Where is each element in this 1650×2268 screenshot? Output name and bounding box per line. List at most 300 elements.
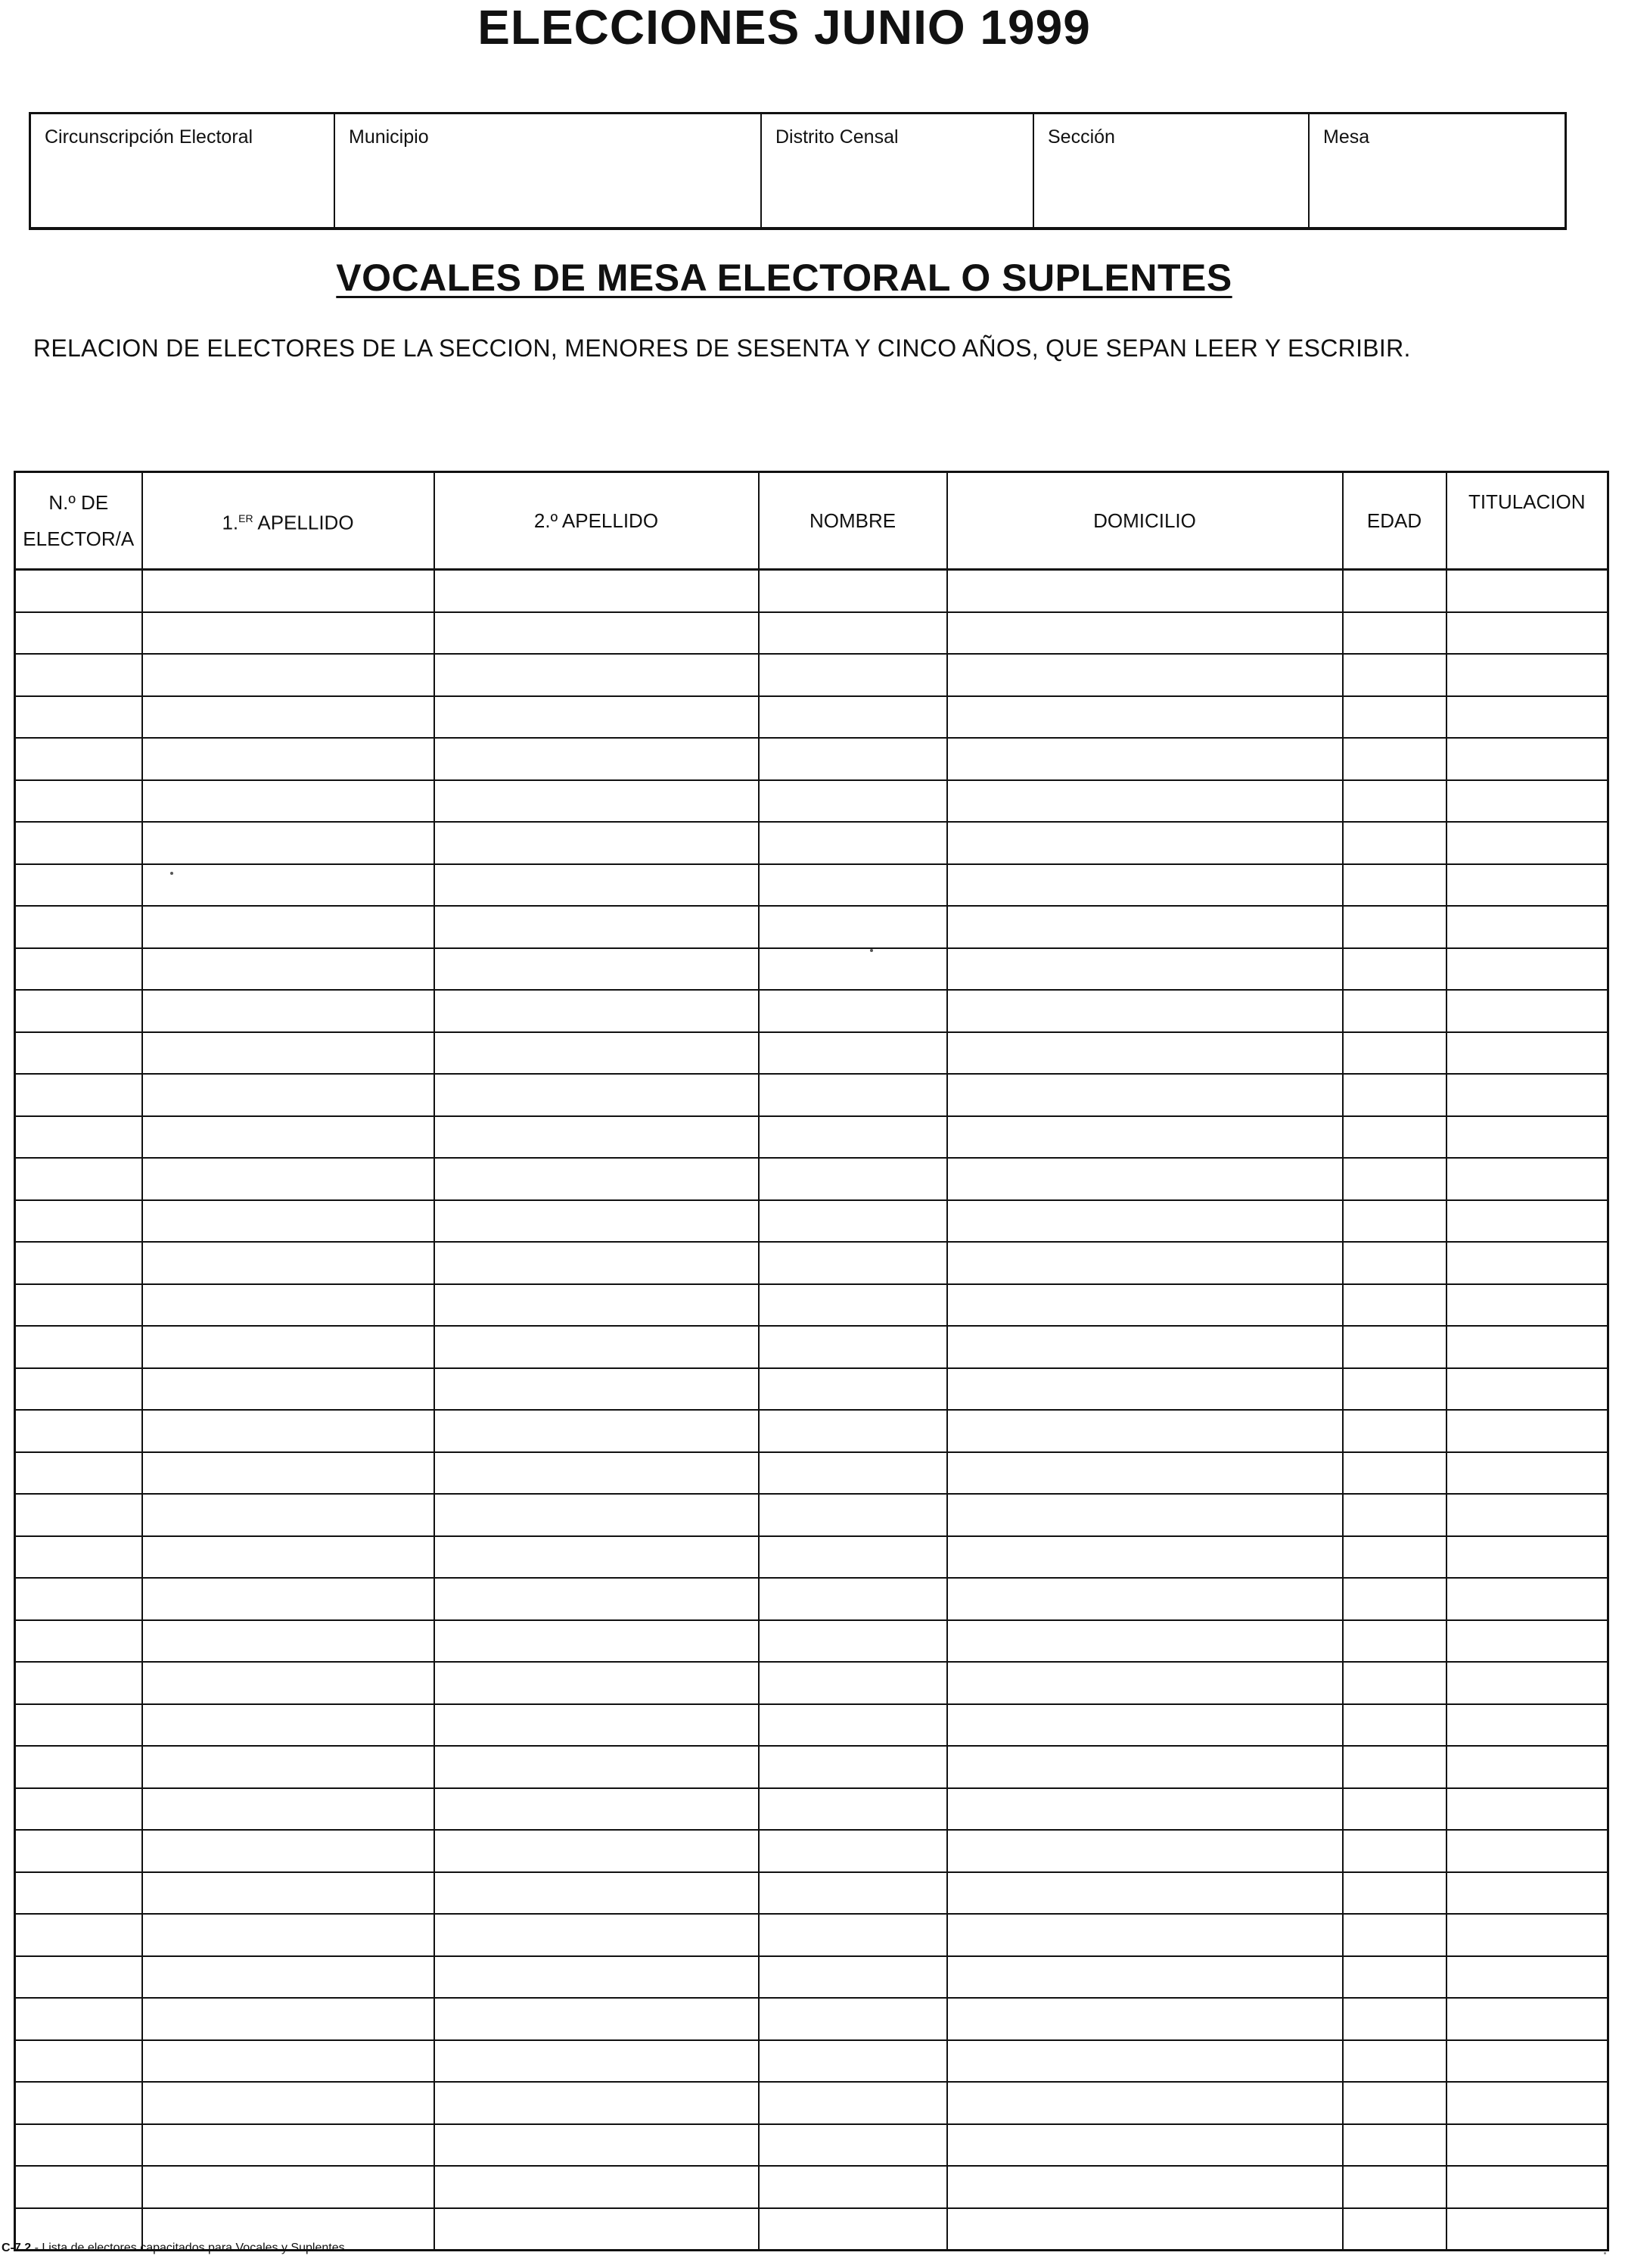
cell-domicilio <box>947 2166 1343 2208</box>
cell-numero <box>15 1830 142 1872</box>
cell-titulacion <box>1446 1158 1608 1200</box>
cell-domicilio <box>947 2208 1343 2251</box>
cell-numero <box>15 2040 142 2083</box>
cell-titulacion <box>1446 1410 1608 1452</box>
cell-domicilio <box>947 1326 1343 1368</box>
scan-speck <box>870 949 873 952</box>
cell-domicilio <box>947 1956 1343 1999</box>
table-row <box>15 1620 1608 1663</box>
cell-edad <box>1343 1746 1446 1788</box>
header-field-circunscripcion: Circunscripción Electoral <box>31 114 335 227</box>
cell-titulacion <box>1446 1284 1608 1327</box>
cell-numero <box>15 654 142 696</box>
cell-domicilio <box>947 2082 1343 2124</box>
cell-edad <box>1343 738 1446 780</box>
cell-nombre <box>759 1200 947 1243</box>
cell-nombre <box>759 1578 947 1620</box>
cell-nombre <box>759 990 947 1032</box>
cell-edad <box>1343 654 1446 696</box>
cell-titulacion <box>1446 1074 1608 1116</box>
cell-edad <box>1343 1578 1446 1620</box>
cell-edad <box>1343 864 1446 907</box>
column-header-nombre: NOMBRE <box>759 472 947 570</box>
cell-apellido1 <box>142 1368 434 1411</box>
cell-titulacion <box>1446 1494 1608 1536</box>
table-row <box>15 780 1608 823</box>
cell-apellido2 <box>434 822 759 864</box>
cell-apellido1 <box>142 1620 434 1663</box>
cell-numero <box>15 1284 142 1327</box>
cell-apellido1 <box>142 654 434 696</box>
cell-apellido2 <box>434 1410 759 1452</box>
table-row <box>15 1704 1608 1747</box>
cell-titulacion <box>1446 1326 1608 1368</box>
cell-apellido1 <box>142 1032 434 1075</box>
cell-numero <box>15 1032 142 1075</box>
cell-domicilio <box>947 1410 1343 1452</box>
cell-titulacion <box>1446 1116 1608 1159</box>
cell-nombre <box>759 1914 947 1956</box>
cell-nombre <box>759 612 947 655</box>
cell-titulacion <box>1446 1830 1608 1872</box>
cell-domicilio <box>947 1494 1343 1536</box>
cell-domicilio <box>947 696 1343 739</box>
table-row <box>15 1200 1608 1243</box>
column-header-primer-apellido <box>142 472 434 570</box>
cell-titulacion <box>1446 2166 1608 2208</box>
scan-speck <box>170 872 173 875</box>
cell-apellido2 <box>434 1872 759 1915</box>
table-row <box>15 2124 1608 2167</box>
cell-numero <box>15 738 142 780</box>
table-row <box>15 1452 1608 1495</box>
cell-nombre <box>759 1494 947 1536</box>
cell-numero <box>15 1998 142 2040</box>
cell-numero <box>15 1116 142 1159</box>
table-row <box>15 1914 1608 1956</box>
cell-nombre <box>759 1956 947 1999</box>
cell-domicilio <box>947 1704 1343 1747</box>
cell-domicilio <box>947 1746 1343 1788</box>
cell-edad <box>1343 1116 1446 1159</box>
table-row <box>15 654 1608 696</box>
column-header-edad: EDAD <box>1343 472 1446 570</box>
cell-domicilio <box>947 1074 1343 1116</box>
cell-nombre <box>759 1536 947 1579</box>
cell-titulacion <box>1446 906 1608 948</box>
cell-apellido1 <box>142 1284 434 1327</box>
cell-apellido2 <box>434 906 759 948</box>
cell-apellido2 <box>434 1284 759 1327</box>
cell-apellido2 <box>434 1116 759 1159</box>
cell-numero <box>15 990 142 1032</box>
cell-edad <box>1343 906 1446 948</box>
cell-titulacion <box>1446 1368 1608 1411</box>
cell-numero <box>15 1578 142 1620</box>
table-row <box>15 2082 1608 2124</box>
table-row <box>15 948 1608 991</box>
cell-apellido2 <box>434 1242 759 1284</box>
cell-domicilio <box>947 738 1343 780</box>
cell-domicilio <box>947 612 1343 655</box>
cell-apellido2 <box>434 1494 759 1536</box>
cell-apellido1 <box>142 1662 434 1704</box>
cell-apellido1 <box>142 1914 434 1956</box>
cell-apellido2 <box>434 612 759 655</box>
cell-edad <box>1343 1872 1446 1915</box>
cell-apellido1 <box>142 1452 434 1495</box>
cell-apellido1 <box>142 2166 434 2208</box>
cell-domicilio <box>947 780 1343 823</box>
cell-edad <box>1343 1368 1446 1411</box>
cell-domicilio <box>947 1116 1343 1159</box>
primer-apellido-superscript: ER <box>238 512 253 525</box>
cell-apellido1 <box>142 906 434 948</box>
cell-nombre <box>759 2166 947 2208</box>
cell-apellido2 <box>434 1536 759 1579</box>
cell-nombre <box>759 1998 947 2040</box>
cell-titulacion <box>1446 1200 1608 1243</box>
cell-numero <box>15 570 142 612</box>
cell-numero <box>15 2166 142 2208</box>
cell-nombre <box>759 864 947 907</box>
cell-edad <box>1343 948 1446 991</box>
cell-edad <box>1343 1158 1446 1200</box>
cell-nombre <box>759 1242 947 1284</box>
cell-edad <box>1343 1074 1446 1116</box>
table-row <box>15 1158 1608 1200</box>
cell-apellido2 <box>434 1620 759 1663</box>
cell-numero <box>15 1200 142 1243</box>
cell-nombre <box>759 2208 947 2251</box>
column-header-numero-elector <box>15 472 142 570</box>
cell-numero <box>15 612 142 655</box>
cell-domicilio <box>947 1872 1343 1915</box>
cell-apellido1 <box>142 2082 434 2124</box>
table-body <box>15 570 1608 2251</box>
cell-edad <box>1343 612 1446 655</box>
cell-titulacion <box>1446 2208 1608 2251</box>
cell-domicilio <box>947 1452 1343 1495</box>
cell-nombre <box>759 1368 947 1411</box>
cell-apellido1 <box>142 948 434 991</box>
cell-edad <box>1343 1536 1446 1579</box>
cell-apellido2 <box>434 738 759 780</box>
electoral-header-box <box>29 112 1567 230</box>
cell-numero <box>15 1788 142 1831</box>
cell-titulacion <box>1446 1704 1608 1747</box>
table-row <box>15 696 1608 739</box>
column-header-domicilio: DOMICILIO <box>947 472 1343 570</box>
cell-apellido1 <box>142 2040 434 2083</box>
table-row <box>15 1494 1608 1536</box>
cell-apellido2 <box>434 1956 759 1999</box>
cell-titulacion <box>1446 1536 1608 1579</box>
cell-domicilio <box>947 1620 1343 1663</box>
cell-apellido2 <box>434 696 759 739</box>
cell-apellido1 <box>142 738 434 780</box>
cell-domicilio <box>947 1200 1343 1243</box>
table-row <box>15 738 1608 780</box>
cell-numero <box>15 822 142 864</box>
cell-apellido1 <box>142 1326 434 1368</box>
cell-apellido1 <box>142 1830 434 1872</box>
cell-nombre <box>759 1410 947 1452</box>
cell-apellido2 <box>434 1830 759 1872</box>
cell-nombre <box>759 1662 947 1704</box>
cell-domicilio <box>947 1662 1343 1704</box>
cell-nombre <box>759 2040 947 2083</box>
cell-edad <box>1343 1410 1446 1452</box>
cell-edad <box>1343 696 1446 739</box>
cell-edad <box>1343 2208 1446 2251</box>
cell-titulacion <box>1446 1452 1608 1495</box>
cell-titulacion <box>1446 1578 1608 1620</box>
cell-edad <box>1343 1452 1446 1495</box>
table-row <box>15 1746 1608 1788</box>
cell-nombre <box>759 1746 947 1788</box>
cell-apellido2 <box>434 1662 759 1704</box>
cell-titulacion <box>1446 1788 1608 1831</box>
cell-edad <box>1343 1326 1446 1368</box>
header-field-mesa: Mesa <box>1323 126 1370 148</box>
cell-edad <box>1343 822 1446 864</box>
cell-nombre <box>759 822 947 864</box>
cell-titulacion <box>1446 2124 1608 2167</box>
cell-titulacion <box>1446 1620 1608 1663</box>
cell-edad <box>1343 1662 1446 1704</box>
table-row <box>15 1410 1608 1452</box>
cell-apellido1 <box>142 696 434 739</box>
cell-edad <box>1343 2040 1446 2083</box>
cell-titulacion <box>1446 1872 1608 1915</box>
cell-apellido1 <box>142 1956 434 1999</box>
footer-note <box>2 2242 345 2255</box>
cell-titulacion <box>1446 570 1608 612</box>
cell-domicilio <box>947 906 1343 948</box>
cell-apellido1 <box>142 612 434 655</box>
cell-apellido1 <box>142 822 434 864</box>
cell-nombre <box>759 1704 947 1747</box>
table-row <box>15 1242 1608 1284</box>
table-row <box>15 1956 1608 1999</box>
cell-titulacion <box>1446 1242 1608 1284</box>
cell-domicilio <box>947 1536 1343 1579</box>
footer-form-description: - Lista de electores capacitados para Vocales y Suplentes <box>31 2242 345 2254</box>
cell-numero <box>15 906 142 948</box>
scan-speck <box>1604 2252 1606 2254</box>
cell-domicilio <box>947 1284 1343 1327</box>
cell-nombre <box>759 654 947 696</box>
cell-nombre <box>759 948 947 991</box>
cell-edad <box>1343 1830 1446 1872</box>
cell-edad <box>1343 2124 1446 2167</box>
cell-domicilio <box>947 1914 1343 1956</box>
header-field-distrito-censal: Distrito Censal <box>762 114 1034 227</box>
table-row <box>15 1326 1608 1368</box>
cell-apellido2 <box>434 1788 759 1831</box>
cell-titulacion <box>1446 1914 1608 1956</box>
table-row <box>15 906 1608 948</box>
cell-edad <box>1343 990 1446 1032</box>
table-row <box>15 864 1608 907</box>
cell-apellido2 <box>434 1326 759 1368</box>
instruction-text: RELACION DE ELECTORES DE LA SECCION, MENORES DE SESENTA Y CINCO AÑOS, QUE SEPAN LEER Y ESCRIBIR. <box>33 334 1411 362</box>
cell-apellido2 <box>434 2124 759 2167</box>
cell-edad <box>1343 1620 1446 1663</box>
table-header-row <box>15 472 1608 570</box>
cell-apellido2 <box>434 2208 759 2251</box>
cell-nombre <box>759 780 947 823</box>
cell-apellido2 <box>434 1368 759 1411</box>
footer-form-code: C-7.2 <box>2 2242 32 2254</box>
cell-nombre <box>759 696 947 739</box>
section-title: VOCALES DE MESA ELECTORAL O SUPLENTES <box>336 257 1232 299</box>
cell-titulacion <box>1446 738 1608 780</box>
cell-titulacion <box>1446 948 1608 991</box>
table-row <box>15 1116 1608 1159</box>
cell-numero <box>15 2124 142 2167</box>
cell-edad <box>1343 1956 1446 1999</box>
cell-apellido2 <box>434 1578 759 1620</box>
cell-edad <box>1343 1284 1446 1327</box>
document-title: ELECCIONES JUNIO 1999 <box>477 0 1091 54</box>
cell-apellido2 <box>434 1158 759 1200</box>
cell-apellido1 <box>142 1200 434 1243</box>
cell-numero <box>15 1536 142 1579</box>
table-row <box>15 612 1608 655</box>
cell-apellido2 <box>434 1704 759 1747</box>
cell-apellido1 <box>142 1746 434 1788</box>
cell-numero <box>15 1368 142 1411</box>
table-row <box>15 1368 1608 1411</box>
primer-apellido-suffix: APELLIDO <box>253 511 354 534</box>
cell-numero <box>15 696 142 739</box>
column-header-numero-line1: N.º DE <box>48 491 109 514</box>
column-header-numero-line2: ELECTOR/A <box>23 527 135 550</box>
cell-apellido2 <box>434 2166 759 2208</box>
header-field-seccion: Sección <box>1034 114 1310 227</box>
cell-numero <box>15 1242 142 1284</box>
table-row <box>15 1578 1608 1620</box>
cell-domicilio <box>947 2040 1343 2083</box>
cell-edad <box>1343 1242 1446 1284</box>
cell-nombre <box>759 906 947 948</box>
cell-apellido2 <box>434 2082 759 2124</box>
table-row <box>15 1788 1608 1831</box>
cell-titulacion <box>1446 1998 1608 2040</box>
cell-domicilio <box>947 864 1343 907</box>
table-row <box>15 2166 1608 2208</box>
column-header-titulacion: TITULACION <box>1446 472 1608 570</box>
cell-titulacion <box>1446 2040 1608 2083</box>
cell-nombre <box>759 1284 947 1327</box>
table-row <box>15 1536 1608 1579</box>
table-row <box>15 990 1608 1032</box>
table-row <box>15 1662 1608 1704</box>
cell-apellido1 <box>142 1158 434 1200</box>
cell-numero <box>15 864 142 907</box>
cell-nombre <box>759 1032 947 1075</box>
cell-numero <box>15 780 142 823</box>
cell-nombre <box>759 1158 947 1200</box>
cell-edad <box>1343 1704 1446 1747</box>
cell-domicilio <box>947 570 1343 612</box>
cell-apellido2 <box>434 1452 759 1495</box>
cell-nombre <box>759 1788 947 1831</box>
cell-apellido1 <box>142 1872 434 1915</box>
cell-titulacion <box>1446 2082 1608 2124</box>
cell-numero <box>15 1326 142 1368</box>
cell-apellido1 <box>142 990 434 1032</box>
cell-numero <box>15 2082 142 2124</box>
cell-domicilio <box>947 1242 1343 1284</box>
cell-edad <box>1343 1200 1446 1243</box>
cell-numero <box>15 948 142 991</box>
cell-numero <box>15 1158 142 1200</box>
table-row <box>15 2040 1608 2083</box>
cell-apellido2 <box>434 1032 759 1075</box>
cell-apellido2 <box>434 948 759 991</box>
cell-nombre <box>759 1620 947 1663</box>
cell-apellido2 <box>434 1998 759 2040</box>
cell-nombre <box>759 1452 947 1495</box>
cell-domicilio <box>947 1032 1343 1075</box>
cell-titulacion <box>1446 990 1608 1032</box>
table-row <box>15 1284 1608 1327</box>
cell-titulacion <box>1446 1956 1608 1999</box>
cell-apellido2 <box>434 1200 759 1243</box>
cell-domicilio <box>947 654 1343 696</box>
cell-nombre <box>759 1872 947 1915</box>
cell-nombre <box>759 1116 947 1159</box>
cell-domicilio <box>947 1368 1343 1411</box>
table-row <box>15 570 1608 612</box>
cell-apellido2 <box>434 780 759 823</box>
cell-nombre <box>759 2124 947 2167</box>
cell-domicilio <box>947 1998 1343 2040</box>
table-row <box>15 1074 1608 1116</box>
cell-numero <box>15 1620 142 1663</box>
cell-apellido1 <box>142 1242 434 1284</box>
cell-apellido1 <box>142 864 434 907</box>
cell-apellido1 <box>142 570 434 612</box>
cell-nombre <box>759 1074 947 1116</box>
cell-numero <box>15 1494 142 1536</box>
cell-apellido1 <box>142 2124 434 2167</box>
cell-apellido1 <box>142 1998 434 2040</box>
cell-edad <box>1343 1788 1446 1831</box>
cell-apellido1 <box>142 780 434 823</box>
cell-apellido1 <box>142 1536 434 1579</box>
cell-edad <box>1343 1914 1446 1956</box>
cell-apellido1 <box>142 1494 434 1536</box>
cell-numero <box>15 1704 142 1747</box>
cell-edad <box>1343 1998 1446 2040</box>
cell-numero <box>15 1452 142 1495</box>
cell-titulacion <box>1446 612 1608 655</box>
cell-apellido2 <box>434 1914 759 1956</box>
header-field-municipio: Municipio <box>335 114 762 227</box>
cell-titulacion <box>1446 654 1608 696</box>
cell-domicilio <box>947 1158 1343 1200</box>
table-row <box>15 1032 1608 1075</box>
cell-nombre <box>759 738 947 780</box>
cell-domicilio <box>947 1830 1343 1872</box>
cell-edad <box>1343 570 1446 612</box>
cell-titulacion <box>1446 864 1608 907</box>
table-row <box>15 1998 1608 2040</box>
